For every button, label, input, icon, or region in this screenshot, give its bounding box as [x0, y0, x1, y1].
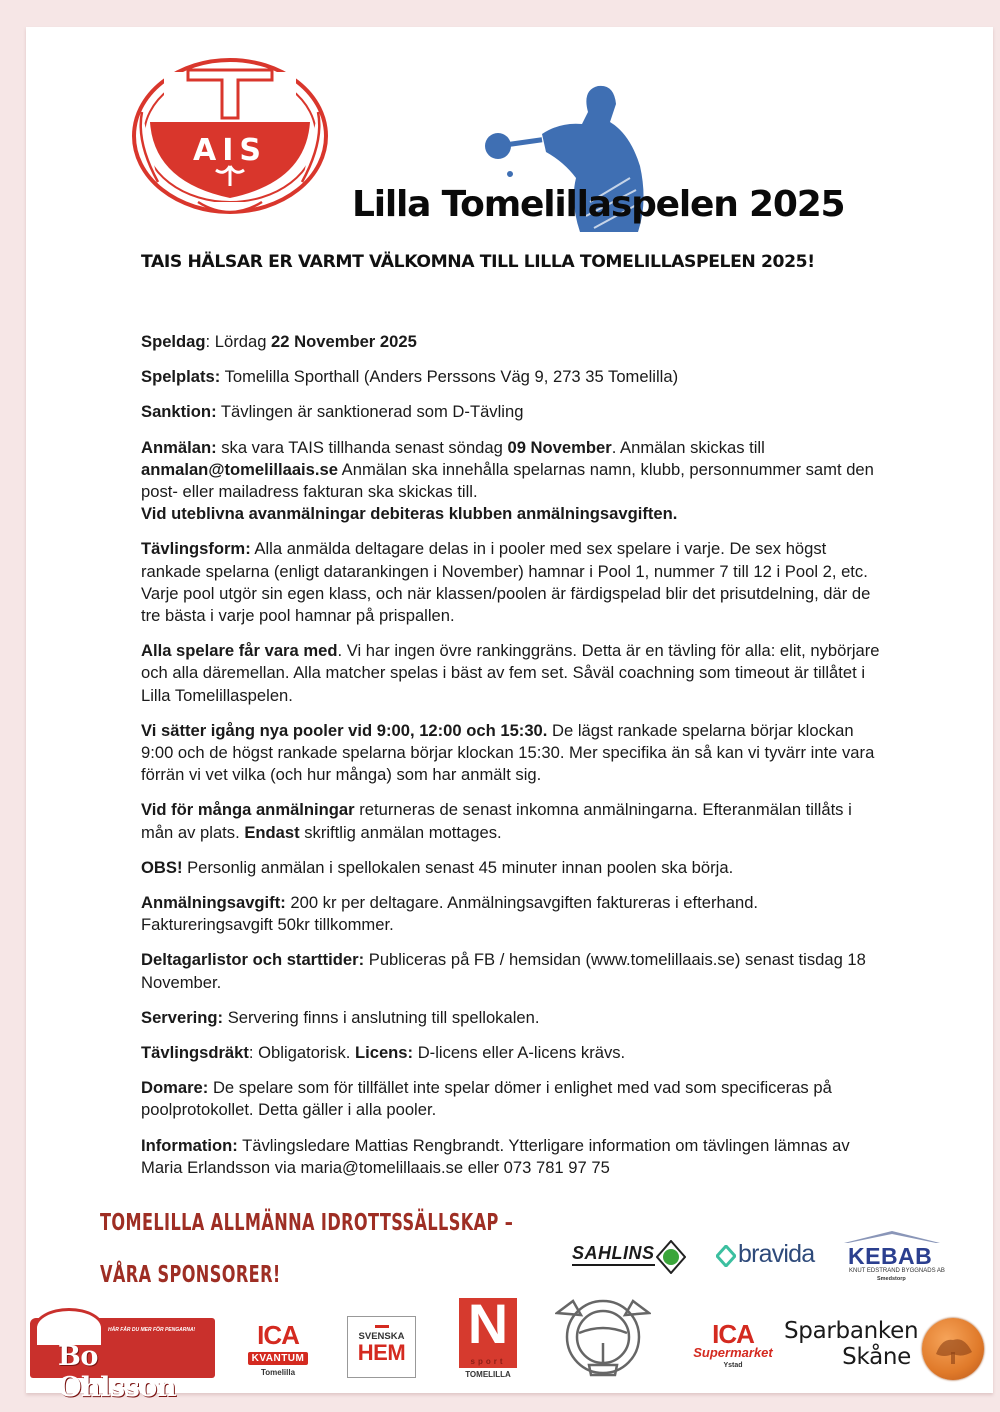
info-obs: OBS! Personlig anmälan i spellokalen senast 45 minuter innan poolen ska börja. [141, 857, 734, 877]
poster-title: Lilla Tomelillaspelen 2025 [352, 184, 845, 225]
sponsor-bo-ohlsson: HÄR FÅR DU MER FÖR PENGARNA! Bo Ohlsson [30, 1308, 215, 1378]
info-speldag: Speldag: Lördag 22 November 2025 [141, 332, 417, 351]
info-anmalan: Anmälan: ska vara TAIS tillhanda senast söndag 09 November. Anmälan skickas till anmalan@tomelillaais.se Anmälan ska innehålla spelarnas namn, klubb, personnummer samt den post- eller mailadress fakturan ska skickas till. Vid uteblivna avanmälningar debiteras klubben anmälningsavgiften. [141, 437, 874, 524]
cancellation-warning: Vid uteblivna avanmälningar debiteras klubben anmälningsavgiften. [141, 504, 678, 524]
sponsor-ica-kvantum: ICA KVANTUM Tomelilla [238, 1322, 318, 1382]
sponsor-svenska-hem: SVENSKA HEM [347, 1316, 416, 1378]
info-servering: Servering: Servering finns i anslutning till spellokalen. [141, 1007, 540, 1027]
info-tavlingsform: Tävlingsform: Alla anmälda deltagare delas in i pooler med sex spelare i varje. De sex högst rankade spelarna (enligt datarankingen i November) hamnar i Pool 1, nummer 7 till 12 i Pool 2, etc. Varje pool utgör sin egen klass, och när klassen/poolen är färdigspelad blir det prisutdelning, där de tre bästa i varje pool hamnar på prispallen. [141, 539, 871, 626]
ais-letters: AIS [193, 133, 267, 168]
sponsor-kebab: KEBAB KNUT EDSTRAND BYGGNADS AB Smedstorp [842, 1231, 944, 1291]
sponsor-bravida: bravida [716, 1240, 816, 1274]
sponsor-sahlins: SAHLINS [572, 1240, 692, 1280]
info-pooler: Vi sätter igång nya pooler vid 9:00, 12:00 och 15:30. De lägst rankade spelarna börjar klockan 9:00 och de högst rankade spelarna börjar klockan 15:30. Mer specifika än så kan vi tyvärr inte vara förrän vi vet vilka (och hur många) som har anmält sig. [141, 720, 875, 785]
tais-club-logo [128, 52, 332, 220]
welcome-headline: TAIS HÄLSAR ER VARMT VÄLKOMNA TILL LILLA TOMELILLASPELEN 2025! [141, 252, 815, 272]
bravida-diamond-icon [716, 1245, 736, 1267]
info-deltagarlistor: Deltagarlistor och starttider: Publiceras på FB / hemsidan (www.tomelillaais.se) senast tisdag 18 November. [141, 950, 866, 992]
sponsors-heading: VÅRA SPONSORER! [100, 1262, 281, 1288]
sponsor-sparbanken-skane: Sparbanken Skåne [784, 1318, 919, 1370]
info-manga-anmalningar: Vid för många anmälningar returneras de senast inkomna anmälningarna. Efteranmälan tillåts i mån av plats. Endast skriftlig anmälan mottages. [141, 800, 852, 842]
info-alla-spelare: Alla spelare får vara med. Vi har ingen övre rankinggräns. Detta är en tävling för alla: elit, nybörjare och alla däremellan. Alla matcher spelas i bäst av fem set. Såväl coachning som timeout är tillåtet i Lilla Tomelillaspelen. [141, 641, 880, 705]
sponsor-ica-supermarket: ICA Supermarket Ystad [693, 1319, 773, 1369]
registration-email-link[interactable]: anmalan@tomelillaais.se [141, 459, 338, 479]
info-spelplats: Spelplats: Tomelilla Sporthall (Anders Perssons Väg 9, 273 35 Tomelilla) [141, 367, 679, 387]
sahlins-target-icon [656, 1240, 686, 1274]
sponsor-steering-wheel-emblem [555, 1293, 651, 1381]
info-sanktion: Sanktion: Tävlingen är sanktionerad som D-Tävling [141, 402, 524, 422]
event-info [141, 331, 881, 1192]
info-drakt-licens: Tävlingsdräkt: Obligatorisk. Licens: D-licens eller A-licens krävs. [141, 1043, 626, 1063]
club-name-heading: TOMELILLA ALLMÄNNA IDROTTSSÄLLSKAP – [100, 1210, 514, 1236]
sponsor-n-sport: N sport TOMELILLA [458, 1298, 518, 1380]
info-avgift: Anmälningsavgift: 200 kr per deltagare. Anmälningsavgiften faktureras i efterhand. Faktureringsavgift 50kr tillkommer. [141, 893, 759, 935]
info-information: Information: Tävlingsledare Mattias Rengbrandt. Ytterligare information om tävlingen lämnas av Maria Erlandsson via maria@tomelillaais.se eller 073 781 97 75 [141, 1135, 850, 1177]
info-domare: Domare: De spelare som för tillfället inte spelar dömer i enlighet med vad som specificeras på poolprotokollet. Detta gäller i alla pooler. [141, 1078, 832, 1120]
sparbanken-oak-coin-icon [922, 1318, 984, 1380]
